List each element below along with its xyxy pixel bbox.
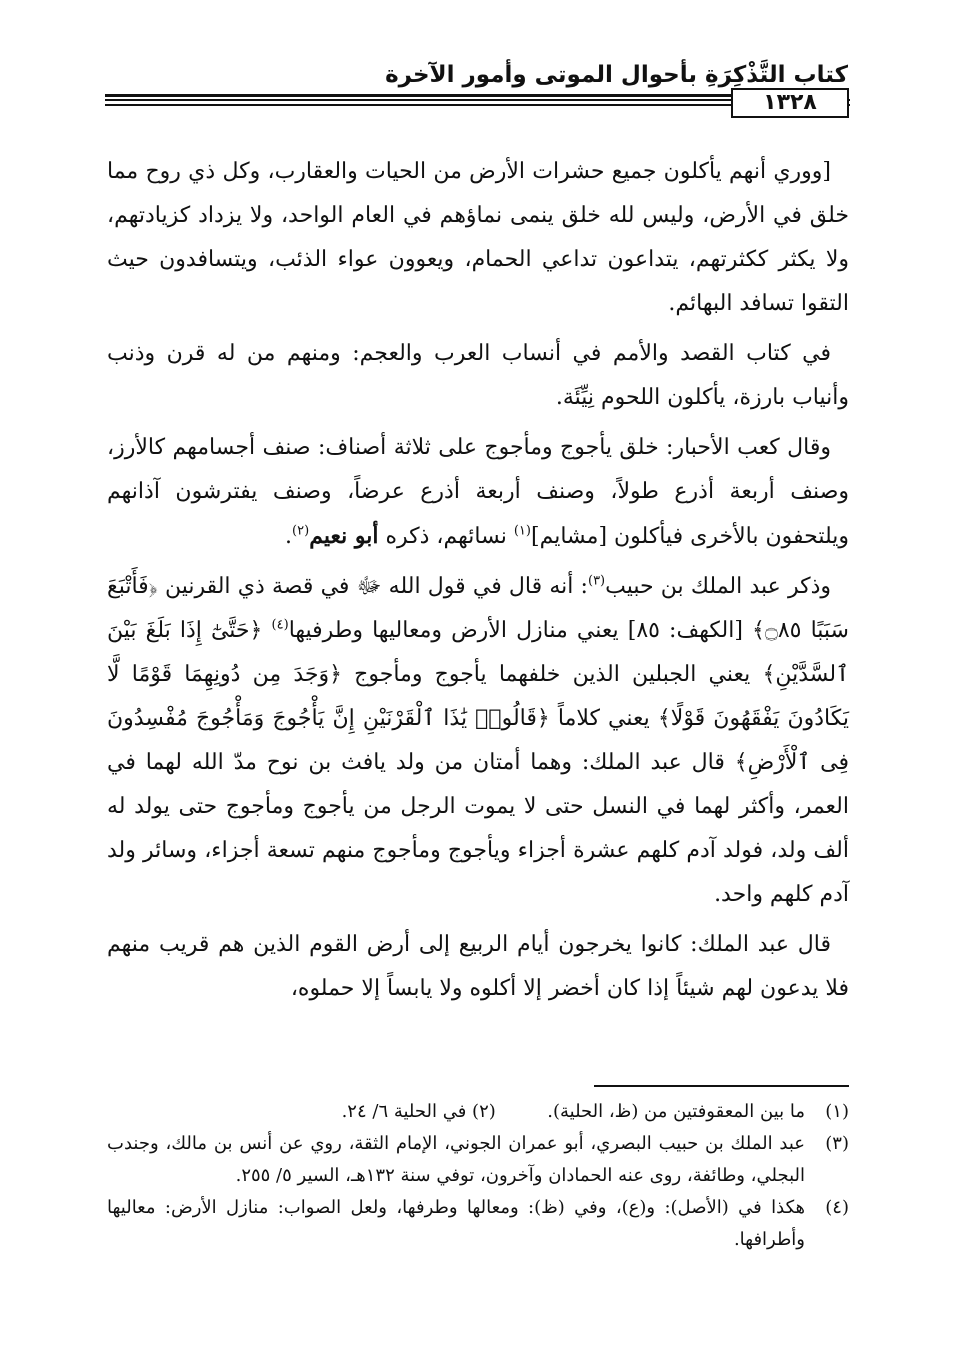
footnote-1-number: (١)	[825, 1101, 849, 1122]
paragraph-4-text-a: وذكر عبد الملك بن حبيب	[605, 574, 832, 599]
footnote-3	[107, 1128, 849, 1192]
footnotes	[107, 1096, 849, 1256]
paragraph-2: في كتاب القصد والأمم في أنساب العرب والعجم: ومنهم من له قرن وذنب وأنياب بارزة، يأكلون اللحوم نِيِّئَة.	[107, 341, 849, 410]
paragraph-3	[107, 426, 849, 559]
footnote-ref-2[interactable]: (٢)	[292, 523, 310, 539]
quran-quote-3: ﴿وَجَدَ مِن دُونِهِمَا قَوْمًا لَّا يَكَادُونَ يَفْقَهُونَ قَوْلًا﴾	[107, 662, 849, 731]
footnote-4-text: هكذا في (الأصل): و(ع)، وفي (ظ): ومعالها وطرفها، ولعل الصواب: منازل الأرض: معاليها وأطرافها.	[107, 1197, 805, 1250]
quran-quote-4: ﴿قَالُوا۟ يَٰذَا ٱلْقَرْنَيْنِ إِنَّ يَأْجُوجَ وَمَأْجُوجَ مُفْسِدُونَ فِى ٱلْأَرْضِ﴾	[107, 706, 849, 775]
paragraph-3-author: أبو نعيم	[309, 523, 379, 549]
paragraph-4-text-f: قال عبد الملك: وهما أمتان من ولد يافث بن نوح مدّ الله لهما في العمر، وأكثر لهما في النسل حتى لا يموت الرجل من يأجوج ومأجوج حتى يولد له ألف ولد، فولد آدم كلهم عشرة أجزاء ويأجوج ومأجوج منهم تسعة أجزاء، وسائر ولد آدم كلهم واحد.	[107, 750, 849, 907]
paragraph-4-text-e: يعني كلاماً	[549, 706, 658, 731]
paragraph-4-text-d: يعني الجبلين الذين خلفهما يأجوج ومأجوج	[341, 662, 763, 687]
footnote-ref-1[interactable]: (١)	[513, 523, 531, 539]
footnote-4-number: (٤)	[825, 1197, 849, 1218]
main-text	[107, 150, 849, 1017]
footnote-2-text: في الحلية ٦/ ٢٤.	[341, 1101, 467, 1122]
paragraph-3-text-a: وقال كعب الأحبار: خلق يأجوج ومأجوج على ثلاثة أصناف: صنف أجسامهم كالأرز، وصنف أربعة أذرع طولاً، وصنف أربعة أذرع عرضاً، وصنف يفترشون آذانهم ويلتحفون بالأخرى فيأكلون [مشايم]	[107, 435, 849, 549]
paragraph-1: [ووري أنهم يأكلون جميع حشرات الأرض من الحيات والعقارب، وكل ذي روح مما خلق في الأرض، وليس لله خلق ينمى نماؤهم في العام الواحد، ولا يزداد كزيادتهم، ولا يكثر ككثرتهم، يتداعون تداعي الحمام، ويعوون عواء الذئب، ويتسافدون حيث التقوا تسافد البهائم.	[107, 159, 849, 316]
footnote-3-number: (٣)	[825, 1133, 849, 1154]
quran-quote-2: ﴿حَتَّىٰٓ إِذَا بَلَغَ بَيْنَ ٱلسَّدَّيْنِ﴾	[107, 618, 849, 687]
paragraph-3-text-b: نسائهم، ذكره	[378, 524, 514, 549]
footnote-1-text: ما بين المعقوفتين من (ظ، الحلية).	[547, 1101, 805, 1122]
paragraph-4-text-c: [الكهف: ٨٥] يعني منازل الأرض ومعاليها وطرفيها	[288, 618, 753, 643]
footnote-3-text: عبد الملك بن حبيب البصري، أبو عمران الجوني، الإمام الثقة، روي عن أنس بن مالك، وجندب البجلي، وطائفة، روى عنه الحمادان وآخرون، توفي سنة ١٣٢هـ، السير ٥/ ٢٥٥.	[107, 1133, 805, 1186]
footnote-separator	[594, 1085, 849, 1087]
paragraph-5: قال عبد الملك: كانوا يخرجون أيام الربيع إلى أرض القوم الذين هم قريب منهم فلا يدعون لهم شيئاً إذا كان أخضر إلا أكلوه ولا يابساً إلا حملوه،	[107, 932, 849, 1001]
footnote-2-number: (٢)	[472, 1101, 496, 1122]
running-title: كتاب التَّذْكِرَةِ بأحوال الموتى وأمور الآخرة	[385, 62, 848, 88]
footnote-ref-4[interactable]: (٤)	[271, 617, 289, 633]
footnote-4	[107, 1192, 849, 1256]
paragraph-4	[107, 565, 849, 917]
footnote-1-2	[107, 1096, 849, 1128]
quran-quote-1: ﴿فَأَتْبَعَ سَبَبًا ۝٨٥﴾	[107, 574, 849, 643]
paragraph-3-end: .	[285, 524, 293, 549]
paragraph-4-text-b: : أنه قال في قول الله ﷻ في قصة ذي القرنين	[157, 574, 588, 599]
page-number: ١٣٢٨	[731, 88, 849, 118]
footnote-ref-3[interactable]: (٣)	[587, 573, 606, 589]
